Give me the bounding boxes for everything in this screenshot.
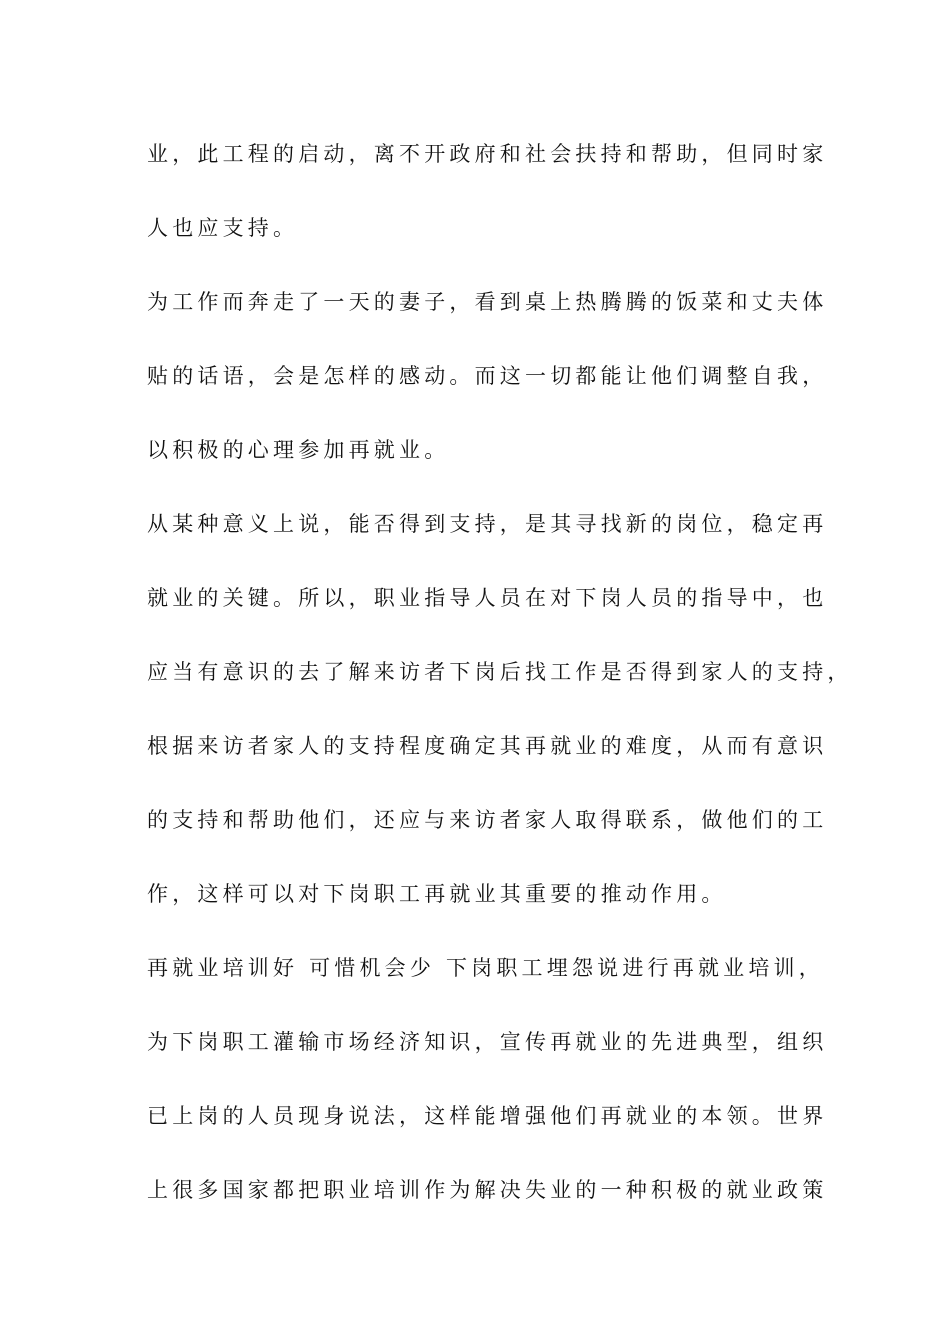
text-line: 根据来访者家人的支持程度确定其再就业的难度，从而有意识: [147, 734, 828, 758]
text-line: 贴的话语，会是怎样的感动。而这一切都能让他们调整自我，: [147, 364, 828, 388]
text-line: 应当有意识的去了解来访者下岗后找工作是否得到家人的支持，: [147, 660, 853, 684]
text-line: 已上岗的人员现身说法，这样能增强他们再就业的本领。世界: [147, 1104, 828, 1128]
text-line: 的支持和帮助他们，还应与来访者家人取得联系，做他们的工: [147, 808, 828, 832]
text-line: 从某种意义上说，能否得到支持，是其寻找新的岗位，稳定再: [147, 512, 828, 536]
text-line: 作，这样可以对下岗职工再就业其重要的推动作用。: [147, 882, 727, 906]
text-line: 以积极的心理参加再就业。: [147, 438, 450, 462]
text-line: 为下岗职工灌输市场经济知识，宣传再就业的先进典型，组织: [147, 1030, 828, 1054]
text-line: 再就业培训好 可惜机会少 下岗职工埋怨说进行再就业培训，: [147, 956, 824, 980]
text-line: 人也应支持。: [147, 216, 299, 240]
text-line: 上很多国家都把职业培训作为解决失业的一种积极的就业政策: [147, 1178, 828, 1202]
text-line: 就业的关键。所以，职业指导人员在对下岗人员的指导中，也: [147, 586, 828, 610]
text-line: 为工作而奔走了一天的妻子，看到桌上热腾腾的饭菜和丈夫体: [147, 290, 828, 314]
text-line: 业，此工程的启动，离不开政府和社会扶持和帮助，但同时家: [147, 142, 828, 166]
